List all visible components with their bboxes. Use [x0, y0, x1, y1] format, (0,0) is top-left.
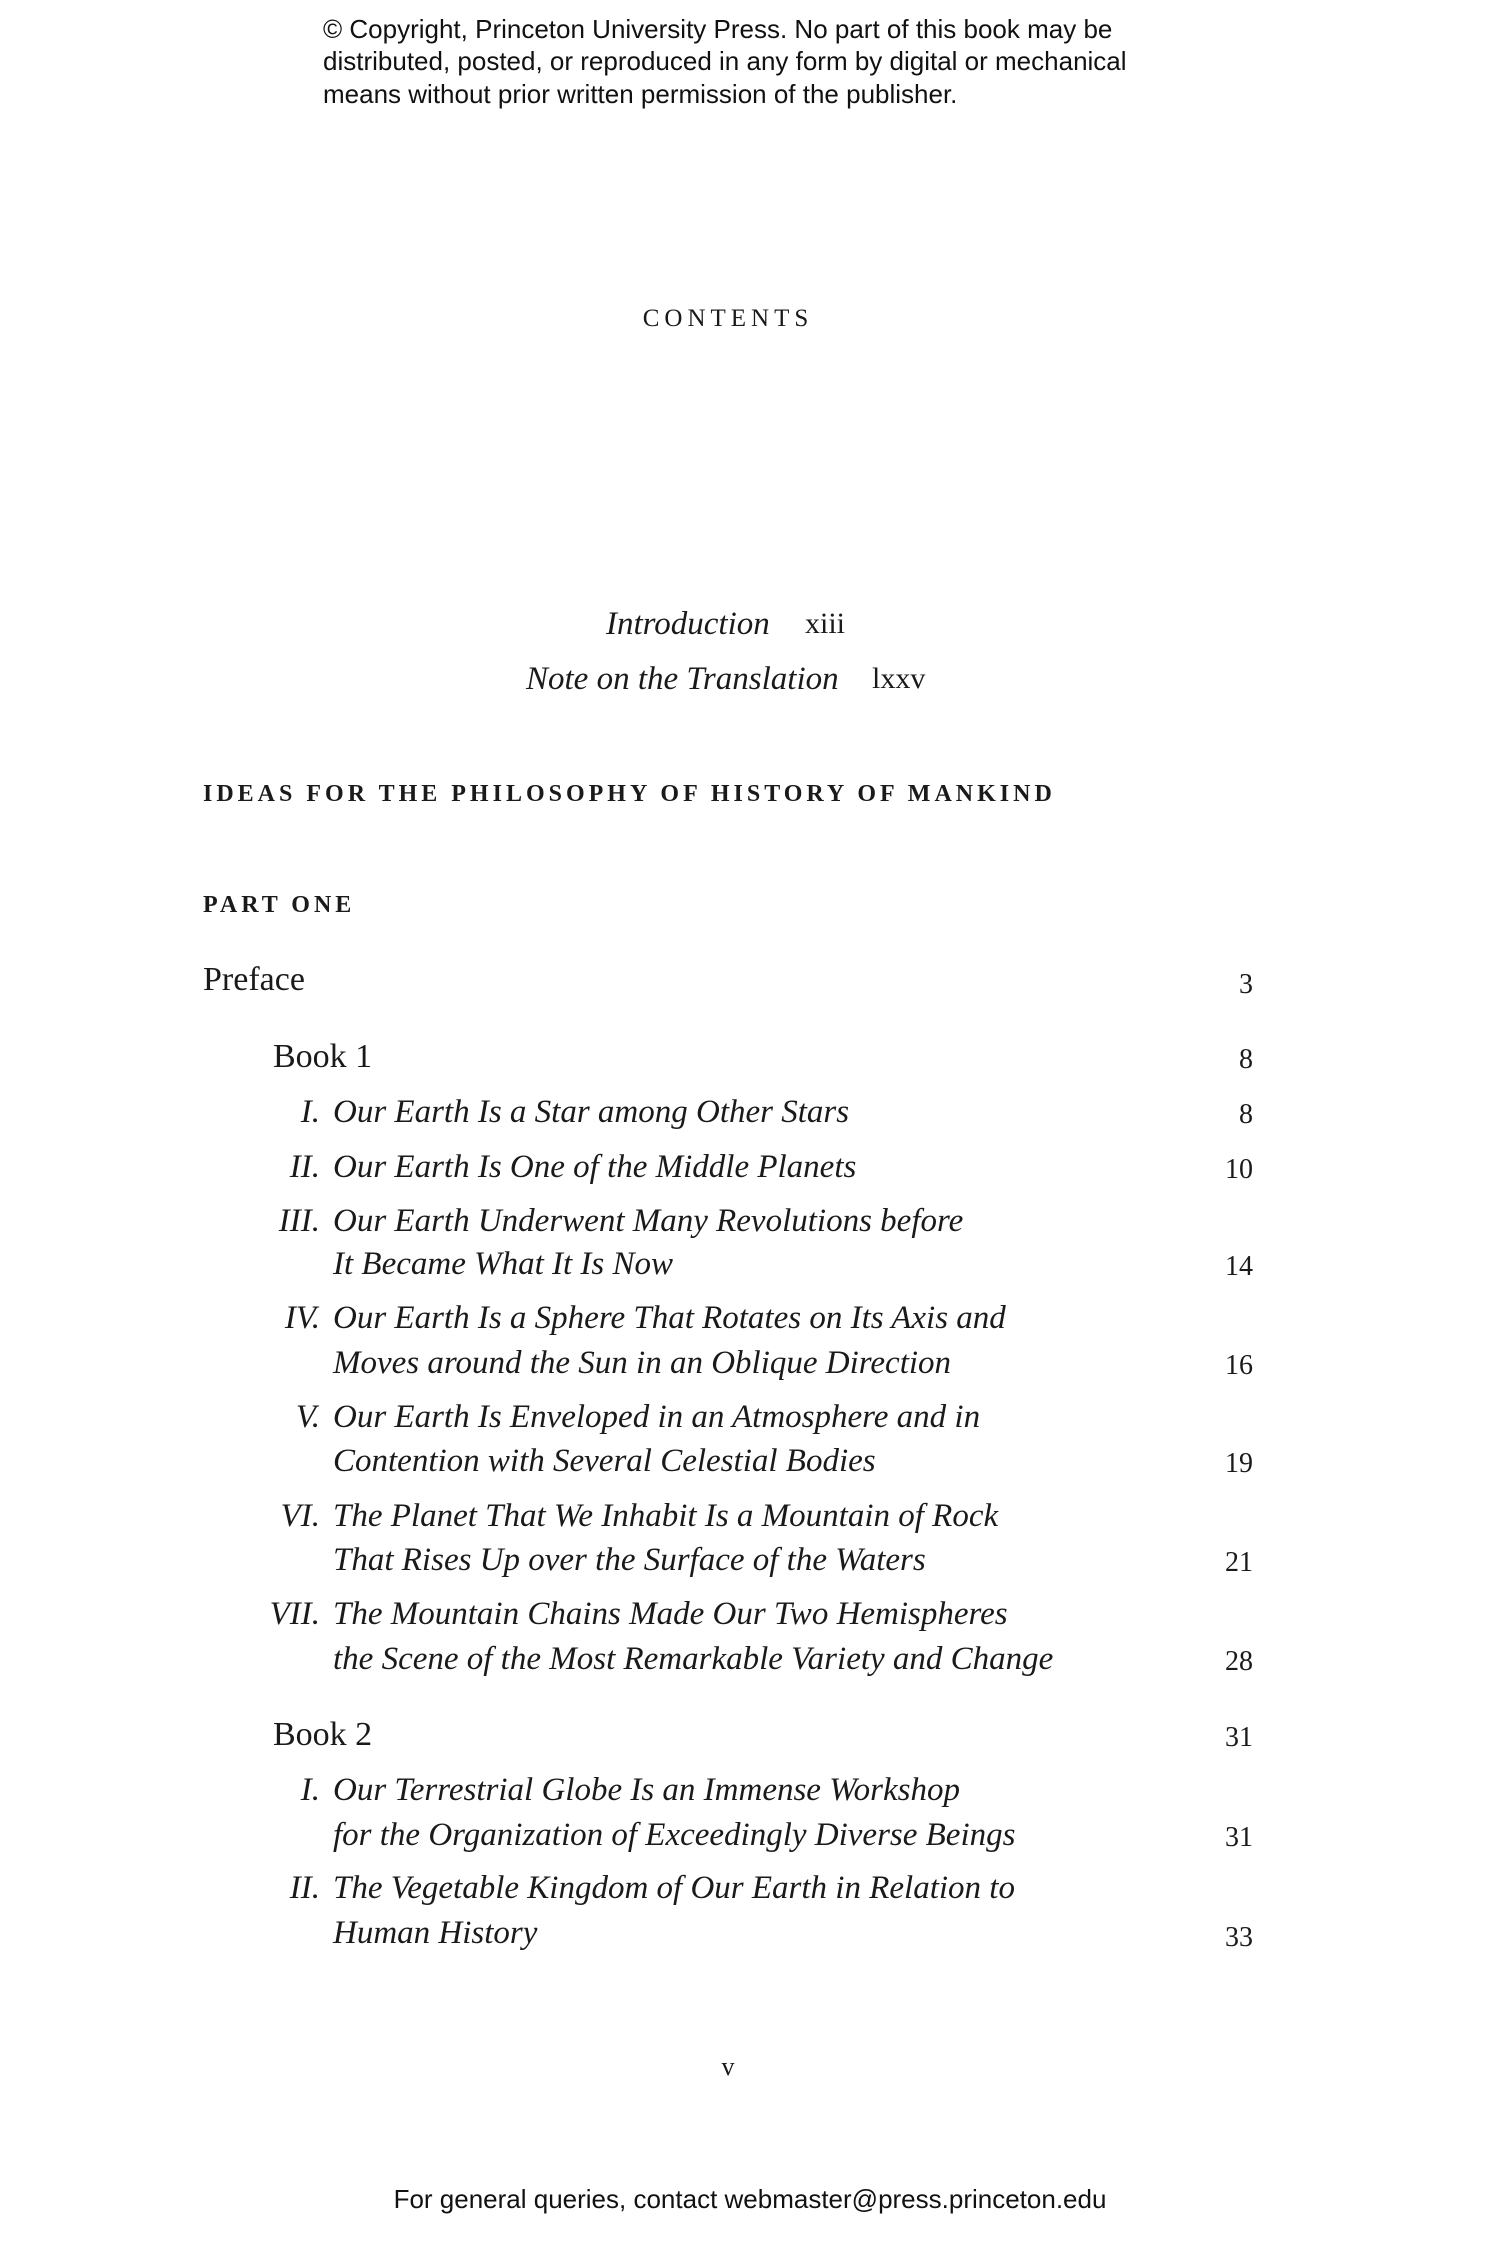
- toc-page: 8: [1239, 1099, 1253, 1130]
- toc-preface: Preface: [203, 961, 305, 998]
- toc-front-label: Introduction: [606, 606, 770, 642]
- chapter-title: Moves around the Sun in an Oblique Direction: [333, 1345, 952, 1381]
- book-title-heading: IDEAS FOR THE PHILOSOPHY OF HISTORY OF MANKIND: [203, 781, 1056, 807]
- toc-book: Book 2: [273, 1716, 373, 1753]
- footer-contact: For general queries, contact webmaster@press.princeton.edu: [393, 2184, 1107, 2214]
- toc-front-page: xiii: [805, 607, 846, 640]
- toc-page: 8: [1239, 1044, 1253, 1075]
- chapter-title: The Vegetable Kingdom of Our Earth in Relation to: [333, 1870, 1015, 1906]
- chapter-numeral: V.: [295, 1399, 320, 1435]
- chapter-numeral: VI.: [280, 1498, 320, 1534]
- chapter-numeral: I.: [300, 1772, 320, 1808]
- chapter-numeral: II.: [289, 1870, 320, 1906]
- copyright-line: distributed, posted, or reproduced in any form by digital or mechanical: [323, 46, 1127, 76]
- toc-page: 14: [1225, 1251, 1253, 1282]
- chapter-title: Our Earth Is One of the Middle Planets: [333, 1149, 857, 1185]
- chapter-title: Our Terrestrial Globe Is an Immense Workshop: [333, 1772, 960, 1808]
- page-folio: v: [721, 2052, 735, 2081]
- toc-page: 33: [1225, 1922, 1253, 1953]
- chapter-numeral: III.: [278, 1203, 320, 1239]
- chapter-title: Human History: [333, 1915, 538, 1951]
- copyright-line: © Copyright, Princeton University Press. No part of this book may be: [323, 14, 1113, 44]
- toc-page: 19: [1225, 1448, 1253, 1479]
- chapter-title: Our Earth Is a Sphere That Rotates on Its Axis and: [333, 1300, 1006, 1336]
- chapter-title: That Rises Up over the Surface of the Waters: [333, 1542, 926, 1578]
- toc-page: 31: [1225, 1822, 1253, 1853]
- toc-page: 10: [1225, 1154, 1253, 1185]
- chapter-title: Our Earth Is Enveloped in an Atmosphere and in: [333, 1399, 981, 1435]
- part-heading: PART ONE: [203, 892, 356, 918]
- chapter-title: The Mountain Chains Made Our Two Hemispheres: [333, 1596, 1008, 1632]
- copyright-line: means without prior written permission of the publisher.: [323, 79, 958, 109]
- chapter-title: Our Earth Is a Star among Other Stars: [333, 1094, 850, 1130]
- chapter-title: It Became What It Is Now: [333, 1246, 674, 1282]
- chapter-numeral: VII.: [269, 1596, 320, 1632]
- chapter-title: the Scene of the Most Remarkable Variety and Change: [333, 1641, 1054, 1677]
- toc-book: Book 1: [273, 1038, 373, 1075]
- page-title: CONTENTS: [642, 305, 814, 332]
- chapter-title: Contention with Several Celestial Bodies: [333, 1443, 876, 1479]
- toc-page: 28: [1225, 1646, 1253, 1677]
- toc-page: 31: [1225, 1722, 1253, 1753]
- chapter-title: Our Earth Underwent Many Revolutions before: [333, 1203, 964, 1239]
- toc-front-page: lxxv: [872, 662, 926, 695]
- chapter-title: for the Organization of Exceedingly Diverse Beings: [333, 1817, 1016, 1853]
- toc-page: 16: [1225, 1350, 1253, 1381]
- chapter-numeral: II.: [289, 1149, 320, 1185]
- toc-page: 3: [1239, 969, 1253, 1000]
- toc-front-label: Note on the Translation: [526, 661, 839, 697]
- chapter-numeral: IV.: [284, 1300, 320, 1336]
- chapter-numeral: I.: [300, 1094, 320, 1130]
- toc-page: 21: [1225, 1547, 1253, 1578]
- chapter-title: The Planet That We Inhabit Is a Mountain of Rock: [333, 1498, 999, 1534]
